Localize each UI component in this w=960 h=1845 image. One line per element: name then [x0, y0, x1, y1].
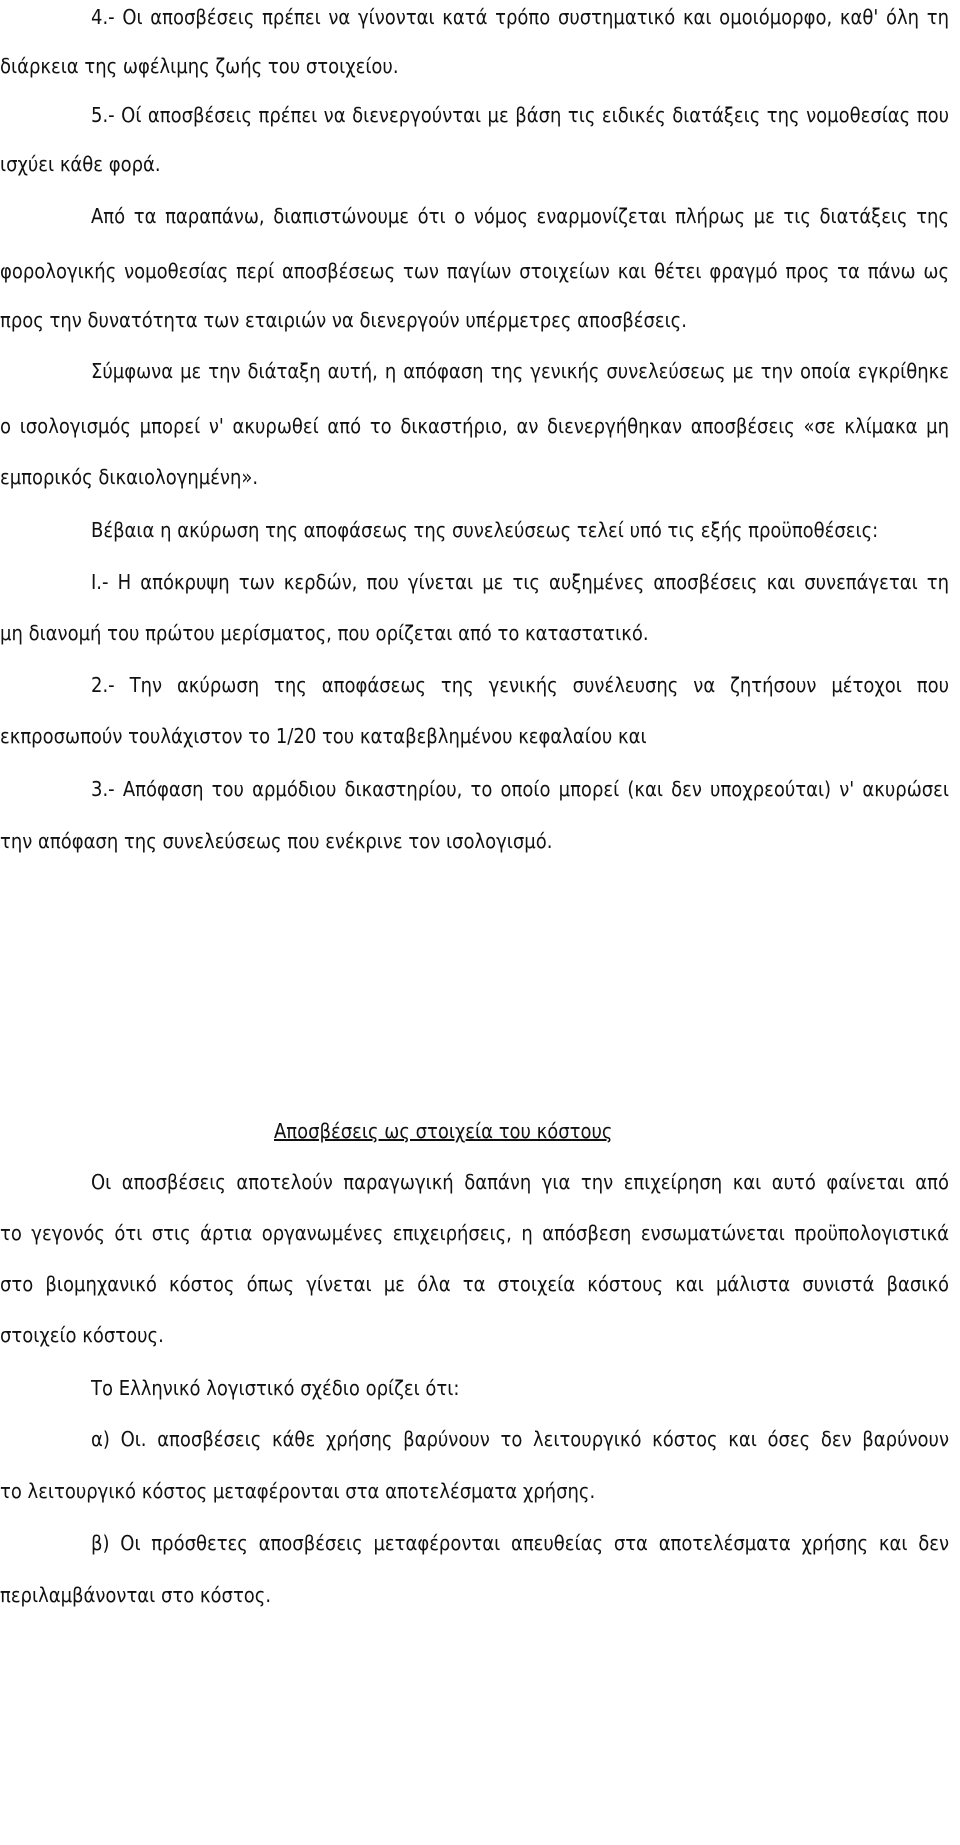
section-heading: Αποσβέσεις ως στοιχεία του κόστους: [274, 1119, 613, 1143]
text-line: την απόφαση της συνελεύσεως που ενέκρινε τον ισολογισμό.: [0, 829, 553, 853]
text-line: 3.- Απόφαση του αρμόδιου δικαστηρίου, το οποίο μπορεί (και δεν υποχρεούται) ν' ακυρώσει: [91, 777, 949, 801]
text-line: το λειτουργικό κόστος μεταφέρονται στα αποτελέσματα χρήσης.: [0, 1479, 596, 1503]
text-line: εμπορικός δικαιολογημένη».: [0, 465, 259, 489]
text-line: το γεγονός ότι στις άρτια οργανωμένες επιχειρήσεις, η απόσβεση ενσωματώνεται προϋπολογιστικά: [0, 1221, 949, 1245]
text-line: ο ισολογισμός μπορεί ν' ακυρωθεί από το δικαστήριο, αν διενεργήθηκαν αποσβέσεις «σε κλίμακα μη: [0, 414, 949, 438]
text-line: προς την δυνατότητα των εταιριών να διενεργούν υπέρμετρες αποσβέσεις.: [0, 308, 687, 332]
text-line: 4.- Οι αποσβέσεις πρέπει να γίνονται κατά τρόπο συστηματικό και ομοιόμορφο, καθ' όλη τη: [91, 5, 949, 29]
text-line: μη διανομή του πρώτου μερίσματος, που ορίζεται από το καταστατικό.: [0, 621, 649, 645]
text-line: Ι.- Η απόκρυψη των κερδών, που γίνεται με τις αυξημένες αποσβέσεις και συνεπάγεται τη: [91, 570, 949, 594]
text-line: εκπροσωπούν τουλάχιστον το 1/20 του καταβεβλημένου κεφαλαίου και: [0, 724, 647, 748]
text-line: περιλαμβάνονται στο κόστος.: [0, 1583, 272, 1607]
text-line: στοιχείο κόστους.: [0, 1323, 164, 1347]
text-line: στο βιομηχανικό κόστος όπως γίνεται με όλα τα στοιχεία κόστους και μάλιστα συνιστά βασικό: [0, 1272, 949, 1296]
text-line: ισχύει κάθε φορά.: [0, 152, 161, 176]
text-line: Σύμφωνα με την διάταξη αυτή, η απόφαση της γενικής συνελεύσεως με την οποία εγκρίθηκε: [91, 359, 949, 383]
text-line: α) Οι. αποσβέσεις κάθε χρήσης βαρύνουν το λειτουργικό κόστος και όσες δεν βαρύνουν: [91, 1427, 949, 1451]
text-line: 5.- Οί αποσβέσεις πρέπει να διενεργούνται με βάση τις ειδικές διατάξεις της νομοθεσίας που: [91, 103, 949, 127]
text-line: Οι αποσβέσεις αποτελούν παραγωγική δαπάνη για την επιχείρηση και αυτό φαίνεται από: [91, 1170, 949, 1194]
text-line: Από τα παραπάνω, διαπιστώνουμε ότι ο νόμος εναρμονίζεται πλήρως με τις διατάξεις της: [91, 204, 949, 228]
text-line: β) Οι πρόσθετες αποσβέσεις μεταφέρονται απευθείας στα αποτελέσματα χρήσης και δεν: [91, 1531, 949, 1555]
text-line: 2.- Την ακύρωση της αποφάσεως της γενικής συνέλευσης να ζητήσουν μέτοχοι που: [91, 673, 949, 697]
text-line: Το Ελληνικό λογιστικό σχέδιο ορίζει ότι:: [91, 1376, 460, 1400]
text-line: Βέβαια η ακύρωση της αποφάσεως της συνελεύσεως τελεί υπό τις εξής προϋποθέσεις:: [91, 518, 879, 542]
text-line: φορολογικής νομοθεσίας περί αποσβέσεως των παγίων στοιχείων και θέτει φραγμό προς τα πάνω ως: [0, 259, 949, 283]
text-line: διάρκεια της ωφέλιμης ζωής του στοιχείου.: [0, 54, 399, 78]
